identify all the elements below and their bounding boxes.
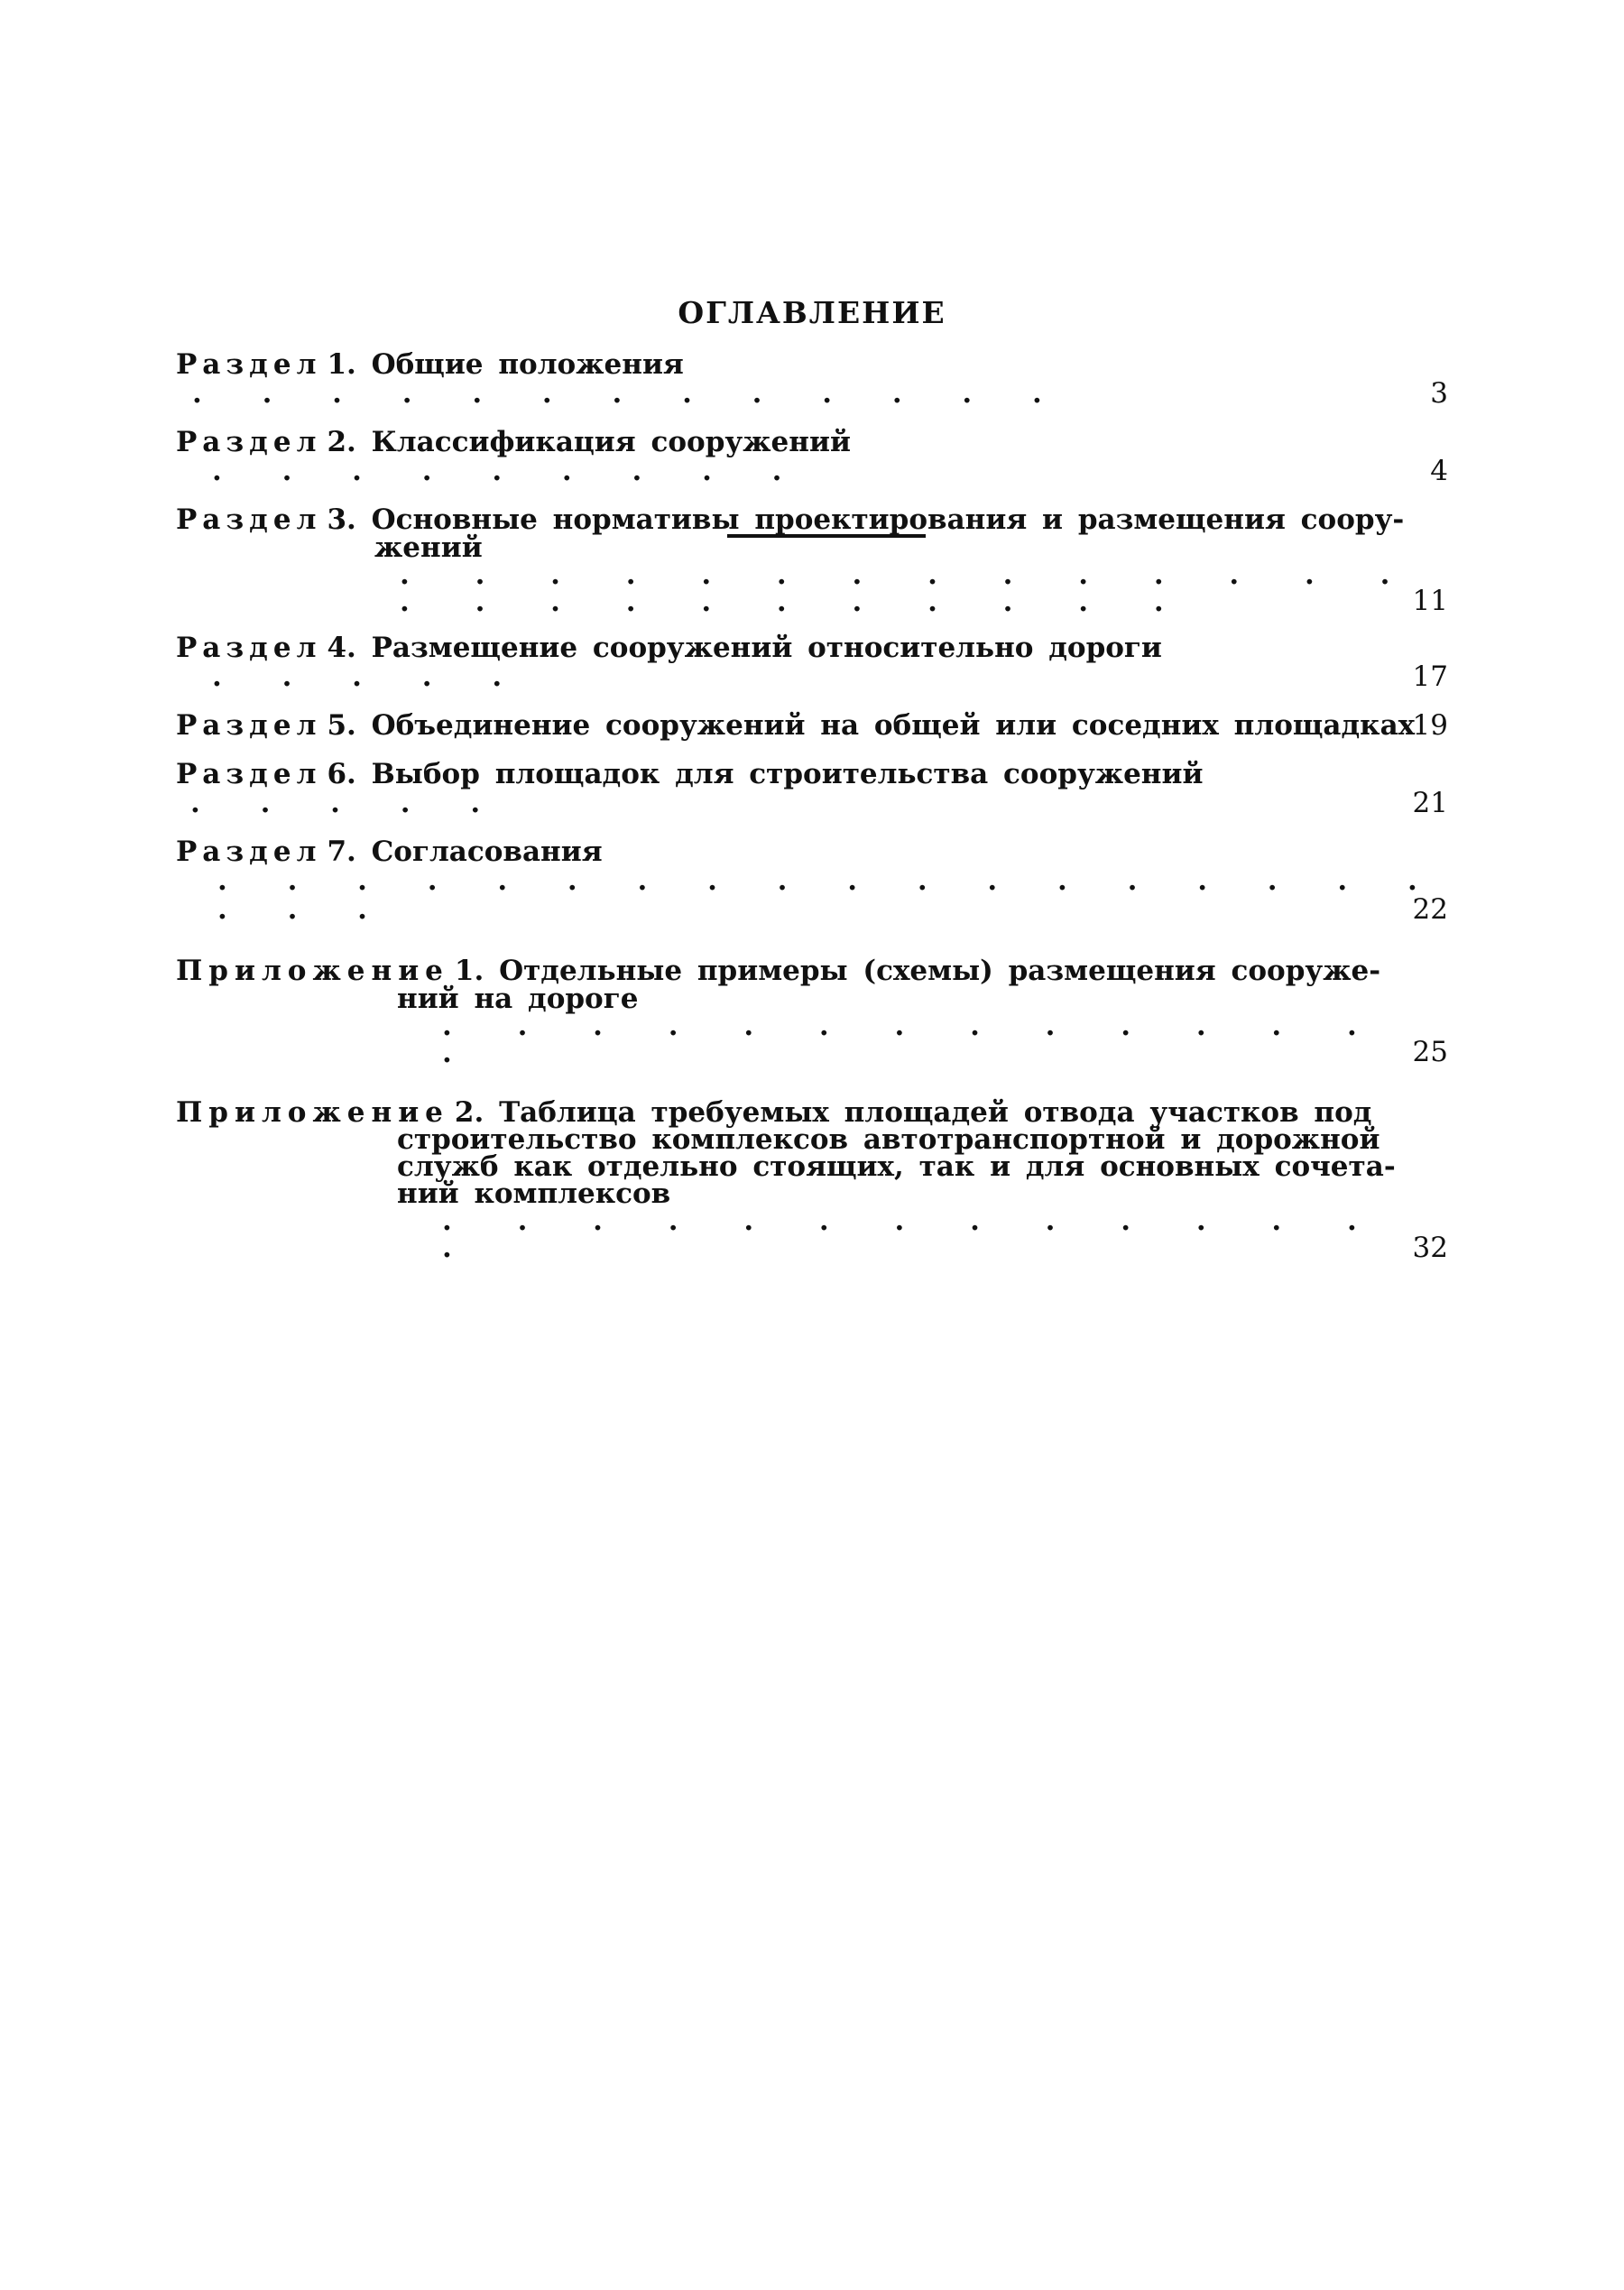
leader-dots: . . . . . . . . .	[212, 455, 807, 487]
toc-entry-label: Раздел	[176, 348, 322, 381]
toc-entry-title: 5. Объединение сооружений на общей или соседних площадках	[327, 709, 1416, 742]
toc-page-number: 3	[1430, 377, 1448, 410]
toc-entry-title-cont: жений	[374, 531, 483, 564]
toc-entry-title: 2. Классификация сооружений	[327, 426, 851, 458]
leader-dots: . . . . . . . . . . . . . . . . . . . . .	[217, 864, 1443, 926]
toc-entry-label: Раздел	[176, 503, 322, 536]
toc-entry-title: 1. Общие положения	[327, 348, 684, 381]
toc-entry-continuation	[176, 985, 1448, 1067]
toc-entry-title: 1. Отдельные примеры (схемы) размещения сооруже-	[454, 955, 1381, 987]
toc-entry-continuation	[176, 531, 1448, 618]
toc-page-number: 11	[1412, 585, 1448, 617]
toc-entry-label: Приложение	[176, 955, 449, 987]
leader-dots: . . . . . . . . . . . . .	[192, 377, 1067, 410]
toc-entry-section-6	[176, 760, 1448, 817]
toc-entry-continuation: строительство комплексов автотранспортной и дорожной	[397, 1123, 1380, 1156]
toc-page-number: 4	[1430, 455, 1448, 487]
toc-page-number: 17	[1412, 660, 1448, 693]
toc-entry-appendix-2	[176, 1096, 1448, 1264]
toc-entry-continuation	[176, 1177, 1448, 1264]
toc-entry-label: Приложение	[176, 1096, 449, 1129]
toc-page-number: 21	[1412, 787, 1448, 819]
toc-entry-title: 7. Согласования	[327, 836, 603, 868]
toc-entry-appendix-1	[176, 956, 1448, 1067]
toc-entry-label: Раздел	[176, 836, 322, 868]
page-title: ОГЛАВЛЕНИЕ	[678, 295, 946, 330]
toc-entry-label: Раздел	[176, 758, 322, 790]
leader-dots: . . . . . . . . . . . . . .	[442, 1205, 1382, 1264]
table-of-contents	[176, 348, 1448, 1264]
toc-entry-title: 3. Основные нормативы проектирования и размещения соору-	[327, 503, 1405, 536]
toc-entry-section-7	[176, 837, 1448, 924]
toc-entry-title-cont: ний комплексов	[397, 1177, 671, 1210]
toc-entry-section-3	[176, 503, 1448, 618]
toc-entry-title-cont: ний на дороге	[397, 983, 639, 1015]
toc-entry-label: Раздел	[176, 632, 322, 664]
toc-page-number: 22	[1412, 893, 1448, 926]
toc-entry-section-2	[176, 428, 1448, 485]
toc-page-number: 19	[1412, 709, 1448, 742]
toc-page-number: 32	[1412, 1232, 1448, 1264]
leader-dots: . . . . . . . . . . . . . . . . . . . . . . . . .	[400, 559, 1416, 618]
leader-dots: . . . . . . . . . . . . . .	[442, 1010, 1382, 1069]
toc-entry-section-4	[176, 633, 1448, 691]
leader-dots: . . . . .	[190, 787, 506, 819]
leader-dots: . . . . .	[212, 660, 528, 693]
toc-entry-continuation: служб как отдельно стоящих, так и для основных сочета-	[397, 1150, 1396, 1183]
toc-entry-label: Раздел	[176, 426, 322, 458]
toc-entry-title: 4. Размещение сооружений относительно дороги	[327, 632, 1162, 664]
toc-page-number: 25	[1412, 1036, 1448, 1068]
toc-entry-section-5	[176, 711, 1448, 740]
toc-entry-section-1	[176, 350, 1448, 408]
toc-entry-label: Раздел	[176, 709, 322, 742]
toc-entry-title: 6. Выбор площадок для строительства сооружений	[327, 758, 1204, 790]
horizontal-rule	[727, 534, 926, 538]
toc-entry-title: 2. Таблица требуемых площадей отвода участков под	[454, 1096, 1372, 1129]
